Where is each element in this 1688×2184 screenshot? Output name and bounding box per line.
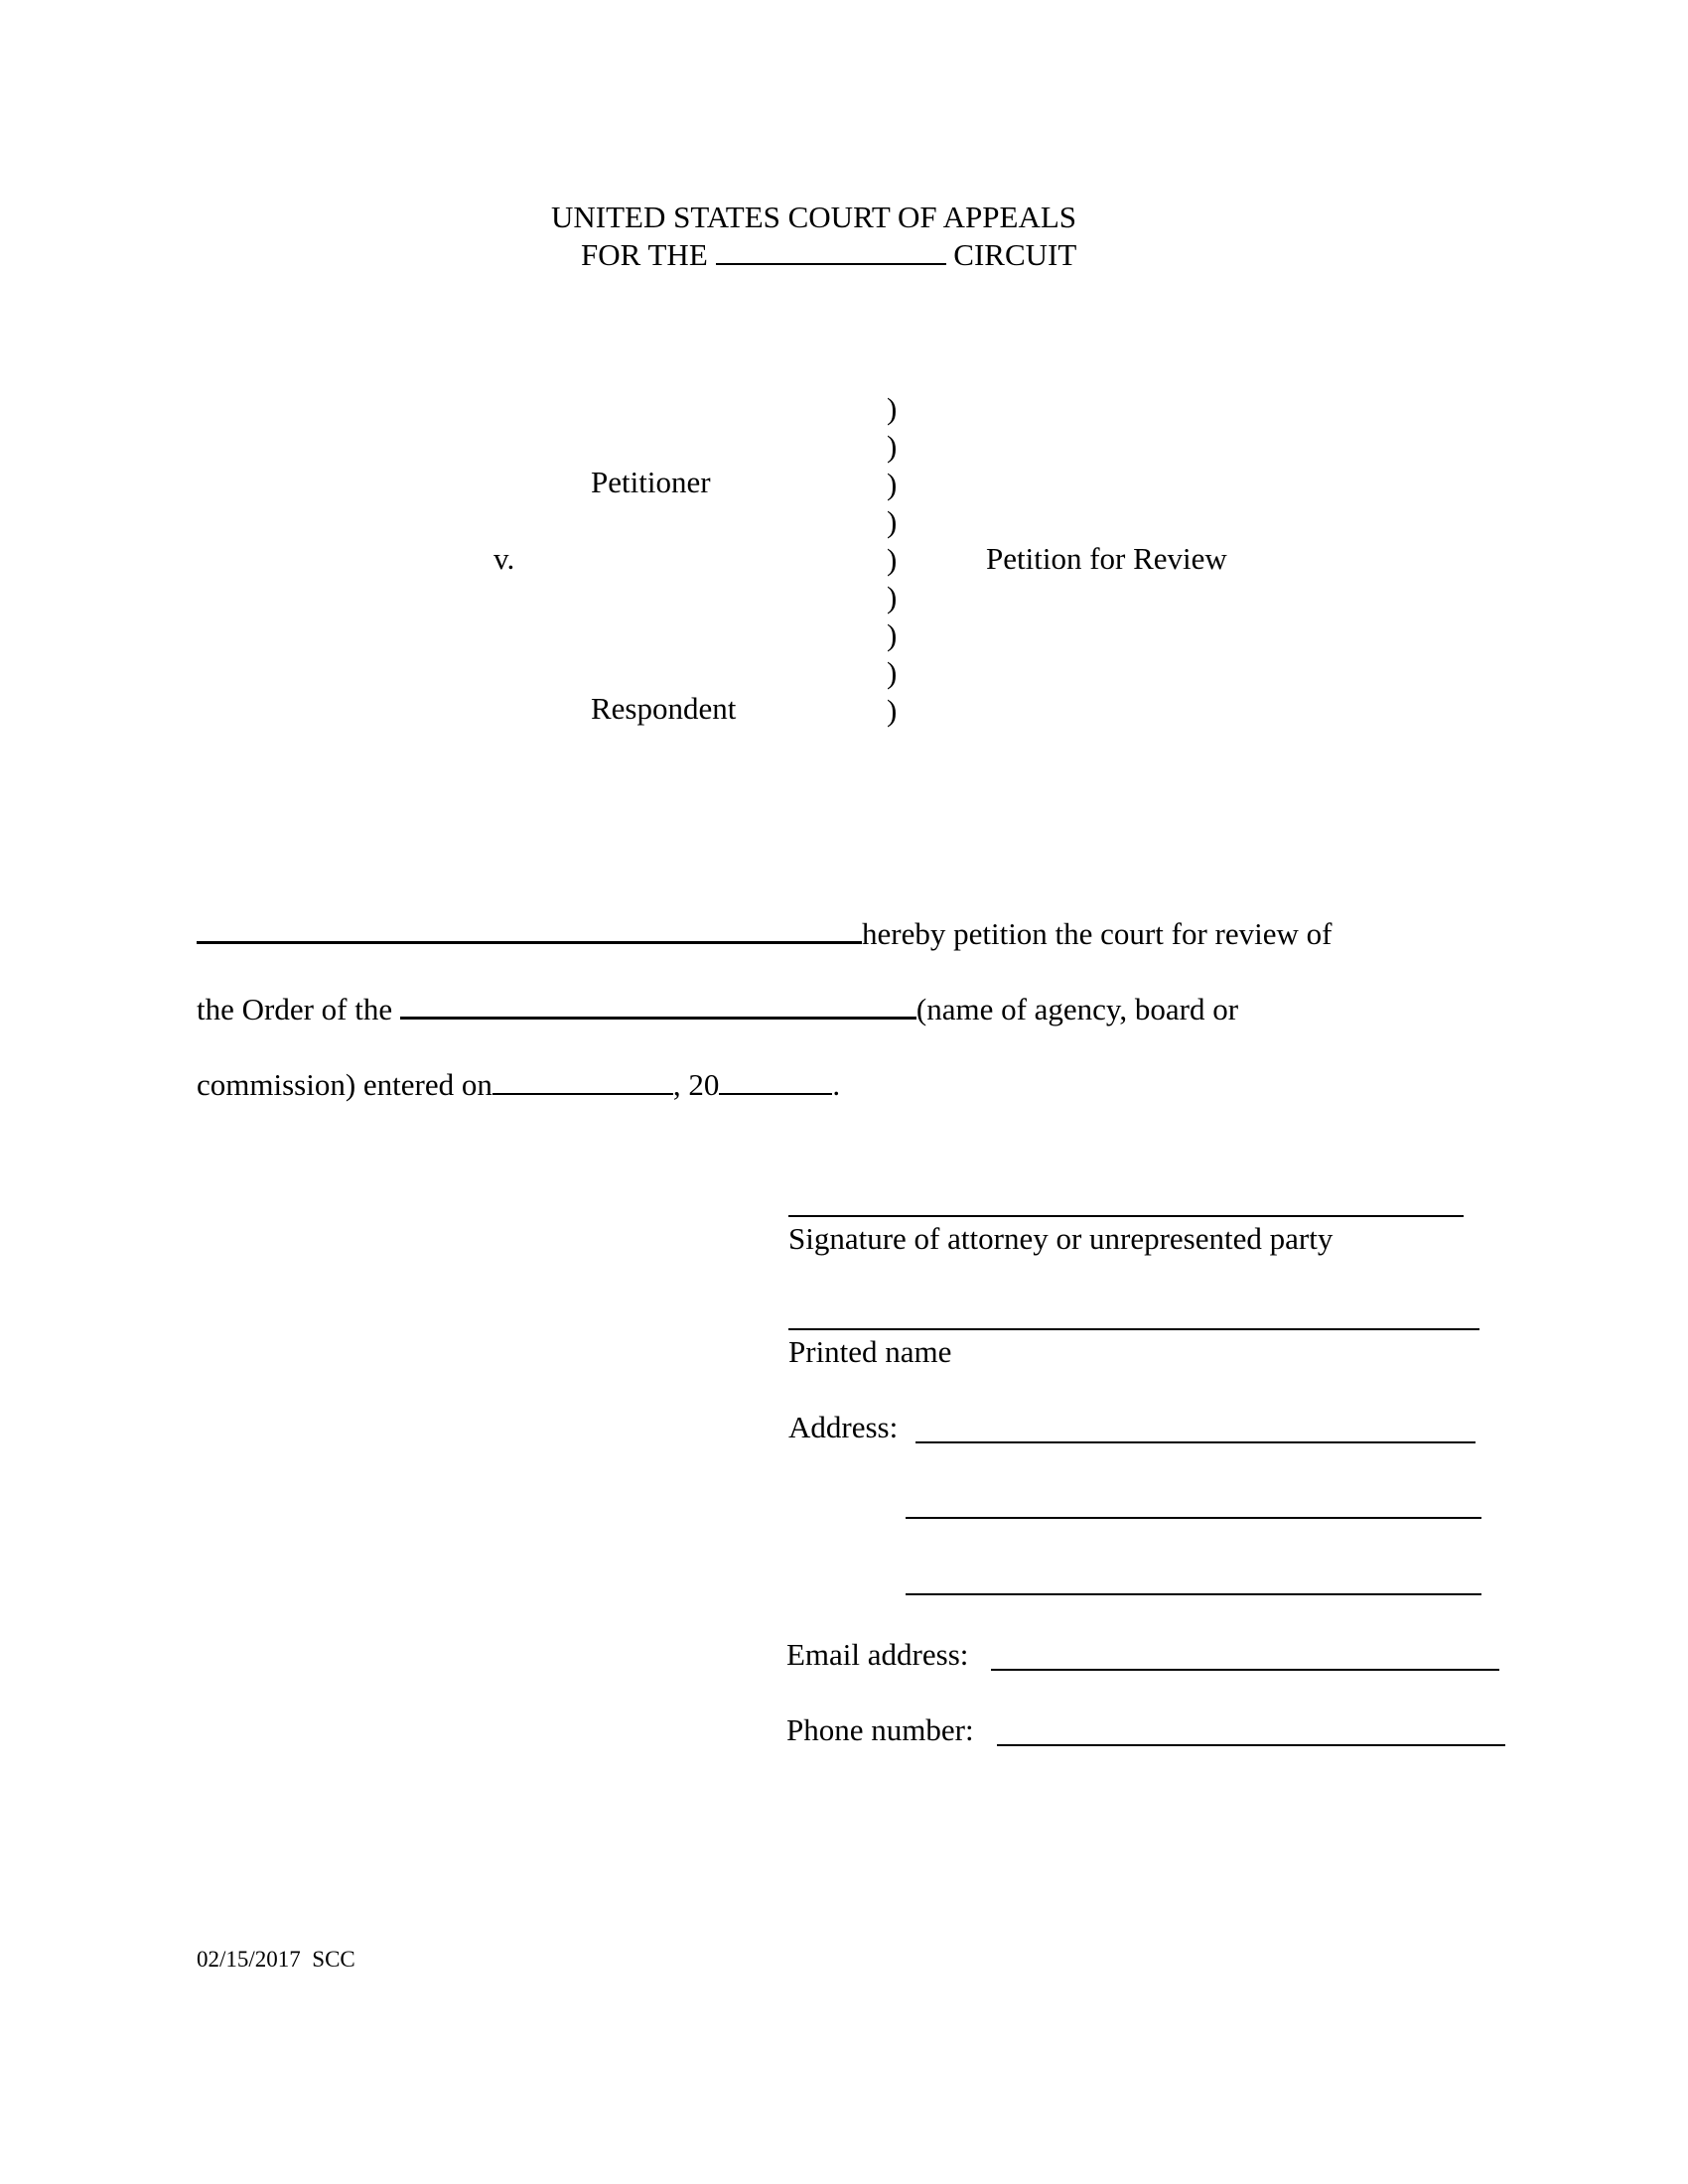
petitioner-label: Petitioner — [591, 465, 711, 499]
printed-name-line[interactable] — [788, 1328, 1479, 1330]
signature-line[interactable] — [788, 1215, 1464, 1217]
address-label: Address: — [788, 1410, 899, 1444]
email-label: Email address: — [786, 1637, 969, 1672]
year-prefix: , 20 — [672, 1067, 720, 1102]
address-line-1[interactable] — [915, 1441, 1476, 1443]
court-title: UNITED STATES COURT OF APPEALS — [551, 200, 1077, 234]
respondent-label: Respondent — [591, 691, 737, 726]
paren: ) — [887, 655, 898, 690]
circuit-suffix: CIRCUIT — [953, 237, 1077, 272]
entered-on-text: commission) entered on — [197, 1067, 492, 1102]
address-line-2[interactable] — [906, 1517, 1481, 1519]
phone-line[interactable] — [997, 1744, 1505, 1746]
year-blank[interactable] — [719, 1093, 832, 1095]
signature-label: Signature of attorney or unrepresented party — [788, 1221, 1334, 1256]
circuit-line — [581, 239, 1076, 270]
petition-line-3 — [197, 1069, 840, 1100]
circuit-prefix: FOR THE — [581, 237, 708, 272]
paren: ) — [887, 617, 898, 652]
document-title: Petition for Review — [986, 541, 1227, 576]
paren: ) — [887, 693, 898, 728]
paren: ) — [887, 580, 898, 614]
petition-line-1 — [197, 918, 1332, 949]
entry-date-blank[interactable] — [492, 1093, 673, 1095]
agency-name-blank[interactable] — [400, 1017, 916, 1020]
circuit-blank[interactable] — [716, 263, 946, 265]
address-line-3[interactable] — [906, 1593, 1481, 1595]
paren: ) — [887, 467, 898, 501]
paren: ) — [887, 391, 898, 426]
petition-line-2 — [197, 994, 1238, 1024]
printed-name-label: Printed name — [788, 1334, 952, 1369]
form-code: 02/15/2017 SCC — [197, 1947, 355, 1972]
petition-text: hereby petition the court for review of — [862, 916, 1333, 951]
paren: ) — [887, 429, 898, 464]
agency-note: (name of agency, board or — [915, 992, 1239, 1026]
paren: ) — [887, 542, 898, 577]
order-prefix: the Order of the — [197, 992, 393, 1026]
petitioner-name-blank[interactable] — [197, 941, 862, 944]
phone-label: Phone number: — [786, 1712, 974, 1747]
period: . — [832, 1067, 841, 1102]
paren: ) — [887, 504, 898, 539]
versus-label: v. — [493, 541, 515, 576]
email-line[interactable] — [991, 1669, 1499, 1671]
